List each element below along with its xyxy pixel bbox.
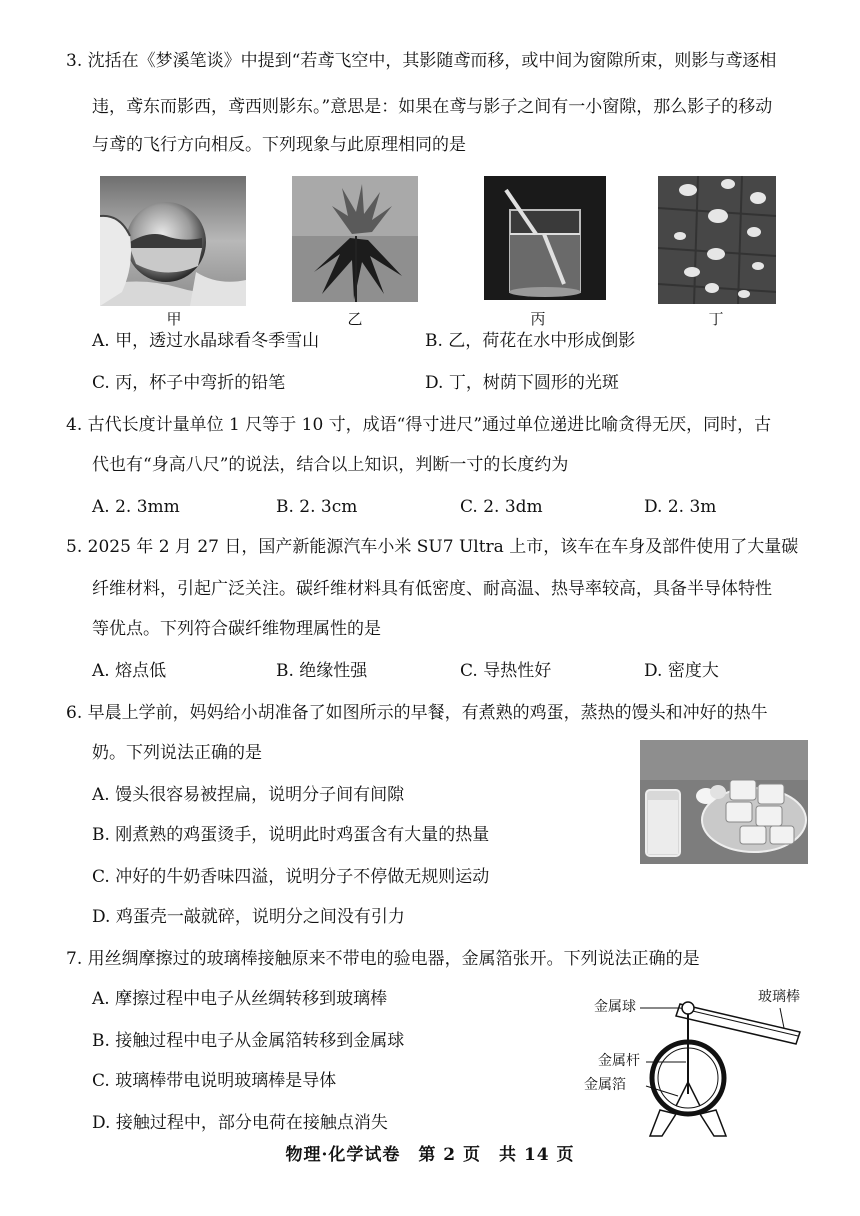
q5-option-d: D. 密度大 <box>644 661 719 681</box>
q4-option-c: C. 2. 3dm <box>460 497 543 517</box>
q7-stem-line-1: 7. 用丝绸摩擦过的玻璃棒接触原来不带电的验电器，金属箔张开。下列说法正确的是 <box>66 949 700 969</box>
q6-option-c: C. 冲好的牛奶香味四溢，说明分子不停做无规则运动 <box>92 867 490 887</box>
q3-option-d: D. 丁，树荫下圆形的光斑 <box>425 373 619 393</box>
page-footer: 物理·化学试卷 第 2 页 共 14 页 <box>285 1145 575 1165</box>
label-glass-rod: 玻璃棒 <box>758 989 800 1005</box>
label-metal-rod: 金属杆 <box>598 1053 640 1069</box>
q3-option-b: B. 乙，荷花在水中形成倒影 <box>425 331 636 351</box>
label-metal-foil: 金属箔 <box>584 1077 626 1093</box>
q3-option-a: A. 甲，透过水晶球看冬季雪山 <box>92 331 320 351</box>
q6-stem-line-2: 奶。下列说法正确的是 <box>92 743 262 763</box>
q5-stem-line-2: 纤维材料，引起广泛关注。碳纤维材料具有低密度、耐高温、热导率较高，具备半导体特性 <box>92 579 772 599</box>
electroscope-diagram <box>580 986 810 1140</box>
caption-yi: 乙 <box>347 310 363 328</box>
q5-option-b: B. 绝缘性强 <box>276 661 368 681</box>
q7-option-b: B. 接触过程中电子从金属箔转移到金属球 <box>92 1031 405 1051</box>
photo-breakfast <box>640 740 808 864</box>
caption-jia: 甲 <box>166 310 182 328</box>
q5-stem-line-3: 等优点。下列符合碳纤维物理属性的是 <box>92 619 381 639</box>
q3-option-c: C. 丙，杯子中弯折的铅笔 <box>92 373 286 393</box>
q7-option-c: C. 玻璃棒带电说明玻璃棒是导体 <box>92 1071 337 1091</box>
q3-stem-line-1: 3. 沈括在《梦溪笔谈》中提到“若鸢飞空中，其影随鸢而移，或中间为窗隙所束，则影与鸢逐相 <box>66 51 777 71</box>
q4-option-d: D. 2. 3m <box>644 497 717 517</box>
q4-option-a: A. 2. 3mm <box>92 497 180 517</box>
photo-light-spots <box>658 176 776 304</box>
photo-crystal-ball <box>100 176 246 306</box>
q6-option-d: D. 鸡蛋壳一敲就碎，说明分之间没有引力 <box>92 907 405 927</box>
q3-stem-line-2: 违，鸢东而影西，鸢西则影东。”意思是：如果在鸢与影子之间有一小窗隙，那么影子的移动 <box>92 97 773 117</box>
q7-option-d: D. 接触过程中，部分电荷在接触点消失 <box>92 1113 388 1133</box>
q6-option-b: B. 刚煮熟的鸡蛋烫手，说明此时鸡蛋含有大量的热量 <box>92 825 490 845</box>
photo-pencil-in-glass <box>484 176 606 300</box>
q4-stem-line-2: 代也有“身高八尺”的说法，结合以上知识，判断一寸的长度约为 <box>92 455 569 475</box>
q6-stem-line-1: 6. 早晨上学前，妈妈给小胡准备了如图所示的早餐，有煮熟的鸡蛋，蒸热的馒头和冲好的热牛 <box>66 703 768 723</box>
caption-ding: 丁 <box>708 310 724 328</box>
q4-stem-line-1: 4. 古代长度计量单位 1 尺等于 10 寸，成语“得寸进尺”通过单位递进比喻贪得无厌，同时，古 <box>66 415 772 435</box>
q5-stem-line-1: 5. 2025 年 2 月 27 日，国产新能源汽车小米 SU7 Ultra 上市，该车在车身及部件使用了大量碳 <box>66 537 799 557</box>
q7-option-a: A. 摩擦过程中电子从丝绸转移到玻璃棒 <box>92 989 388 1009</box>
q3-stem-line-3: 与鸢的飞行方向相反。下列现象与此原理相同的是 <box>92 135 466 155</box>
q4-option-b: B. 2. 3cm <box>276 497 358 517</box>
q5-option-c: C. 导热性好 <box>460 661 552 681</box>
q5-option-a: A. 熔点低 <box>92 661 167 681</box>
photo-lotus-reflection <box>292 176 418 302</box>
label-metal-ball: 金属球 <box>594 999 636 1015</box>
q6-option-a: A. 馒头很容易被捏扁，说明分子间有间隙 <box>92 785 405 805</box>
caption-bing: 丙 <box>530 310 546 328</box>
